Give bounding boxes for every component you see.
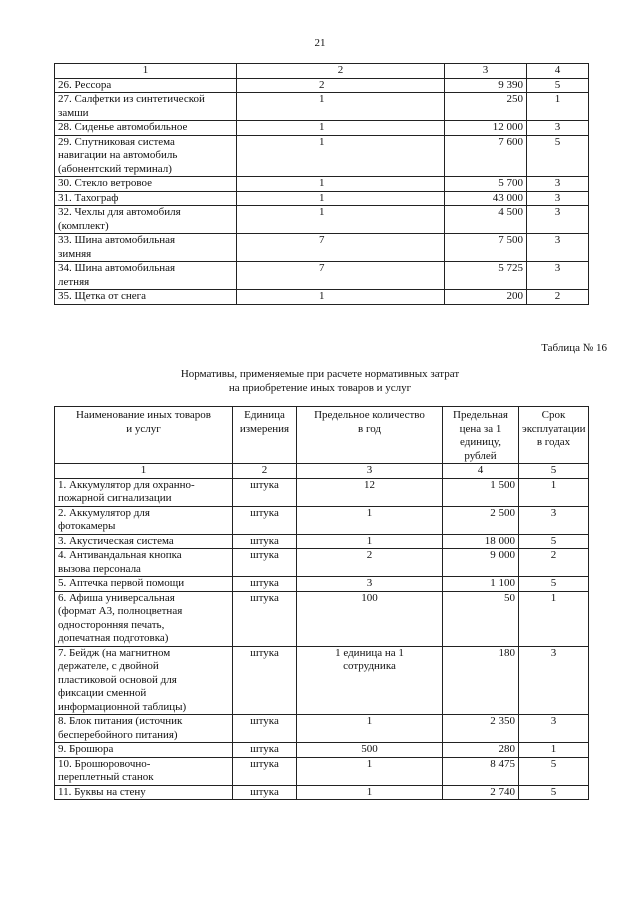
item-price: 4 500 bbox=[445, 206, 527, 234]
item-term: 5 bbox=[527, 135, 589, 177]
item-term: 5 bbox=[519, 785, 589, 800]
item-name: 30. Стекло ветровое bbox=[55, 177, 237, 192]
item-term: 5 bbox=[519, 534, 589, 549]
item-quantity: 1 bbox=[297, 785, 443, 800]
item-unit: штука bbox=[233, 506, 297, 534]
item-name: 32. Чехлы для автомобиля (комплект) bbox=[55, 206, 237, 234]
item-price: 7 600 bbox=[445, 135, 527, 177]
table-row bbox=[55, 577, 589, 592]
item-quantity: 1 bbox=[237, 290, 445, 305]
item-name: 8. Блок питания (источник бесперебойного питания) bbox=[55, 715, 233, 743]
item-price: 5 700 bbox=[445, 177, 527, 192]
column-header: Предельная цена за 1 единицу, рублей bbox=[443, 407, 519, 464]
column-header: Предельное количество в год bbox=[297, 407, 443, 464]
table-row bbox=[55, 549, 589, 577]
table-caption bbox=[0, 367, 640, 395]
item-name: 4. Антивандальная кнопка вызова персонала bbox=[55, 549, 233, 577]
item-price: 8 475 bbox=[443, 757, 519, 785]
column-number: 3 bbox=[445, 64, 527, 79]
table-row bbox=[55, 135, 589, 177]
item-price: 12 000 bbox=[445, 121, 527, 136]
table-row bbox=[55, 262, 589, 290]
item-price: 7 500 bbox=[445, 234, 527, 262]
item-term: 3 bbox=[527, 191, 589, 206]
item-term: 2 bbox=[527, 290, 589, 305]
item-name: 2. Аккумулятор для фотокамеры bbox=[55, 506, 233, 534]
item-quantity: 1 bbox=[237, 191, 445, 206]
item-name: 33. Шина автомобильная зимняя bbox=[55, 234, 237, 262]
item-term: 1 bbox=[519, 743, 589, 758]
item-quantity: 100 bbox=[297, 591, 443, 646]
item-name: 1. Аккумулятор для охранно- пожарной сигнализации bbox=[55, 478, 233, 506]
item-name: 31. Тахограф bbox=[55, 191, 237, 206]
item-name: 29. Спутниковая система навигации на автомобиль (абонентский терминал) bbox=[55, 135, 237, 177]
item-name: 7. Бейдж (на магнитном держателе, с двойной пластиковой основой для фиксации сменной информационной таблицы) bbox=[55, 646, 233, 715]
column-number: 1 bbox=[55, 64, 237, 79]
item-price: 9 390 bbox=[445, 78, 527, 93]
table-row bbox=[55, 191, 589, 206]
item-price: 43 000 bbox=[445, 191, 527, 206]
table-row bbox=[55, 93, 589, 121]
item-term: 3 bbox=[527, 234, 589, 262]
item-unit: штука bbox=[233, 785, 297, 800]
page-number: 21 bbox=[314, 37, 326, 49]
item-unit: штука bbox=[233, 757, 297, 785]
item-price: 1 500 bbox=[443, 478, 519, 506]
item-term: 5 bbox=[527, 78, 589, 93]
item-price: 9 000 bbox=[443, 549, 519, 577]
item-term: 3 bbox=[519, 715, 589, 743]
table-row bbox=[55, 478, 589, 506]
item-name: 26. Рессора bbox=[55, 78, 237, 93]
column-number: 2 bbox=[233, 464, 297, 479]
item-unit: штука bbox=[233, 715, 297, 743]
item-quantity: 3 bbox=[297, 577, 443, 592]
item-term: 1 bbox=[519, 478, 589, 506]
item-price: 2 350 bbox=[443, 715, 519, 743]
item-name: 28. Сиденье автомобильное bbox=[55, 121, 237, 136]
table-row bbox=[55, 177, 589, 192]
column-header: Срок эксплуатации в годах bbox=[519, 407, 589, 464]
item-name: 35. Щетка от снега bbox=[55, 290, 237, 305]
item-unit: штука bbox=[233, 743, 297, 758]
table-header-row bbox=[55, 407, 589, 464]
item-price: 1 100 bbox=[443, 577, 519, 592]
item-unit: штука bbox=[233, 577, 297, 592]
item-quantity: 2 bbox=[237, 78, 445, 93]
item-quantity: 500 bbox=[297, 743, 443, 758]
column-number: 4 bbox=[443, 464, 519, 479]
item-term: 3 bbox=[527, 121, 589, 136]
item-price: 280 bbox=[443, 743, 519, 758]
table-row bbox=[55, 591, 589, 646]
item-price: 5 725 bbox=[445, 262, 527, 290]
column-numbers-row bbox=[55, 464, 589, 479]
table-row bbox=[55, 78, 589, 93]
table-label: Таблица № 16 bbox=[541, 342, 607, 354]
table-row bbox=[55, 785, 589, 800]
item-unit: штука bbox=[233, 478, 297, 506]
caption-line: Нормативы, применяемые при расчете нормативных затрат bbox=[180, 368, 460, 380]
item-term: 1 bbox=[519, 591, 589, 646]
item-quantity: 12 bbox=[297, 478, 443, 506]
item-quantity: 1 bbox=[237, 121, 445, 136]
column-header: Единица измерения bbox=[233, 407, 297, 464]
item-term: 1 bbox=[527, 93, 589, 121]
item-unit: штука bbox=[233, 534, 297, 549]
item-name: 10. Брошюровочно- переплетный станок bbox=[55, 757, 233, 785]
table-row bbox=[55, 743, 589, 758]
item-term: 3 bbox=[527, 206, 589, 234]
item-quantity: 1 bbox=[237, 206, 445, 234]
table-row bbox=[55, 715, 589, 743]
table-row bbox=[55, 121, 589, 136]
item-unit: штука bbox=[233, 591, 297, 646]
item-term: 3 bbox=[519, 646, 589, 715]
item-quantity: 1 bbox=[297, 534, 443, 549]
item-quantity: 1 bbox=[237, 93, 445, 121]
item-price: 250 bbox=[445, 93, 527, 121]
item-quantity: 7 bbox=[237, 234, 445, 262]
item-quantity: 1 bbox=[297, 715, 443, 743]
item-term: 3 bbox=[519, 506, 589, 534]
item-quantity: 7 bbox=[237, 262, 445, 290]
column-number: 5 bbox=[519, 464, 589, 479]
item-price: 2 500 bbox=[443, 506, 519, 534]
table-continued bbox=[54, 63, 589, 305]
item-quantity: 1 bbox=[237, 135, 445, 177]
table-row bbox=[55, 290, 589, 305]
item-name: 9. Брошюра bbox=[55, 743, 233, 758]
column-number: 4 bbox=[527, 64, 589, 79]
item-price: 180 bbox=[443, 646, 519, 715]
table-header-row bbox=[55, 64, 589, 79]
table-16 bbox=[54, 406, 589, 800]
item-name: 27. Салфетки из синтетической замши bbox=[55, 93, 237, 121]
item-price: 200 bbox=[445, 290, 527, 305]
column-number: 1 bbox=[55, 464, 233, 479]
item-term: 5 bbox=[519, 757, 589, 785]
item-term: 2 bbox=[519, 549, 589, 577]
item-quantity: 1 bbox=[297, 506, 443, 534]
item-quantity: 2 bbox=[297, 549, 443, 577]
item-unit: штука bbox=[233, 549, 297, 577]
table-row bbox=[55, 206, 589, 234]
item-quantity: 1 единица на 1 сотрудника bbox=[297, 646, 443, 715]
table-row bbox=[55, 234, 589, 262]
item-term: 5 bbox=[519, 577, 589, 592]
column-number: 3 bbox=[297, 464, 443, 479]
item-price: 50 bbox=[443, 591, 519, 646]
caption-line: на приобретение иных товаров и услуг bbox=[228, 382, 412, 394]
item-name: 6. Афиша универсальная (формат А3, полноцветная односторонняя печать, допечатная подготовка) bbox=[55, 591, 233, 646]
table-row bbox=[55, 757, 589, 785]
item-term: 3 bbox=[527, 177, 589, 192]
item-name: 5. Аптечка первой помощи bbox=[55, 577, 233, 592]
column-number: 2 bbox=[237, 64, 445, 79]
item-name: 34. Шина автомобильная летняя bbox=[55, 262, 237, 290]
table-row bbox=[55, 534, 589, 549]
column-header: Наименование иных товаров и услуг bbox=[55, 407, 233, 464]
item-price: 2 740 bbox=[443, 785, 519, 800]
item-unit: штука bbox=[233, 646, 297, 715]
item-name: 3. Акустическая система bbox=[55, 534, 233, 549]
item-quantity: 1 bbox=[237, 177, 445, 192]
table-row bbox=[55, 506, 589, 534]
item-term: 3 bbox=[527, 262, 589, 290]
table-row bbox=[55, 646, 589, 715]
item-quantity: 1 bbox=[297, 757, 443, 785]
item-price: 18 000 bbox=[443, 534, 519, 549]
item-name: 11. Буквы на стену bbox=[55, 785, 233, 800]
